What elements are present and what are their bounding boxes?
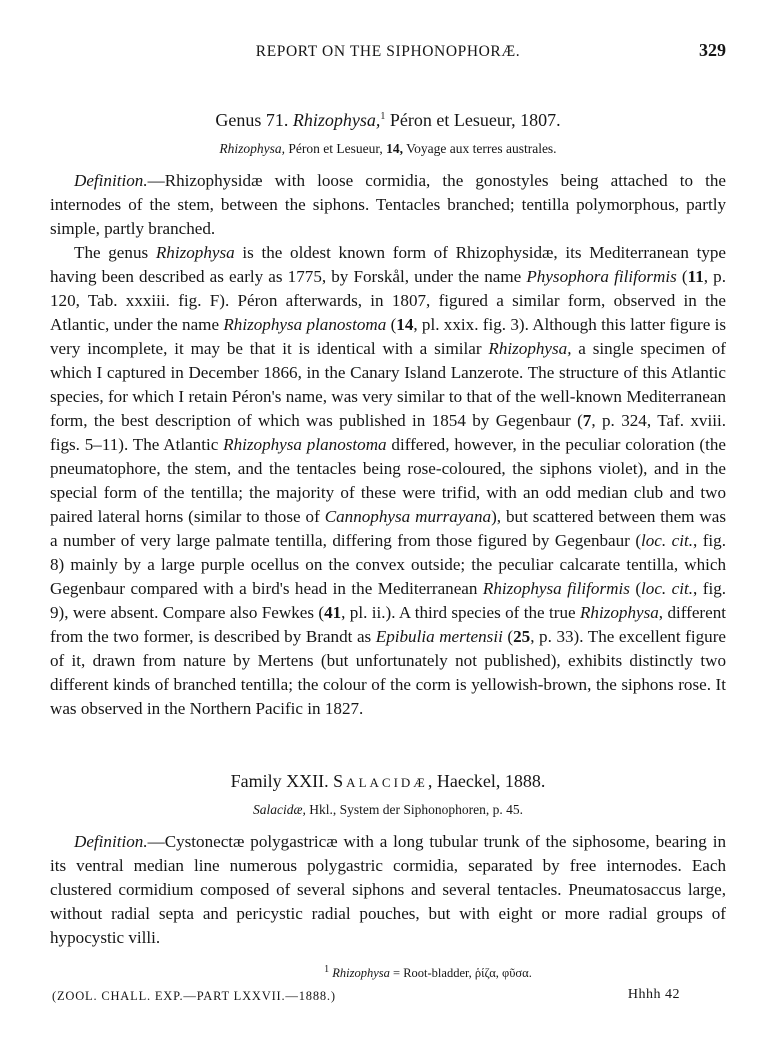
genus-definition (50, 169, 726, 241)
running-title: REPORT ON THE SIPHONOPHORÆ. (255, 43, 521, 60)
genus-synonymy-source: Voyage aux terres australes. (402, 141, 557, 156)
genus-heading-name: Rhizophysa, (292, 110, 381, 130)
genus-body (50, 169, 726, 721)
taxon-name: Cannophysa murrayana (324, 507, 492, 526)
reference-number: 11 (687, 267, 704, 286)
reference-number: 14 (396, 315, 414, 334)
page-footer (50, 987, 726, 1007)
text-run: ), but scattered between them was a number of very large palmate tentilla, differing from those figured by Gegenbaur ( (50, 507, 726, 550)
definition-label: Definition. (74, 171, 148, 190)
genus-synonymy (50, 141, 726, 157)
text-run: ( (502, 627, 514, 646)
text-run: , fig. 8) mainly by a large purple ocellus on the convex outside; the peculiar calcarate tentilla, which Gegenbaur compared with a bird's head in the Mediterranean (50, 531, 726, 598)
text-run: ( (676, 267, 688, 286)
page-number: 329 (699, 40, 726, 60)
page (50, 40, 726, 1007)
genus-heading (50, 110, 726, 131)
family-synonymy-source: Hkl., System der Siphonophoren, p. 45. (305, 802, 523, 817)
footnote-reference: 1 (380, 111, 386, 122)
taxon-name: Rhizophysa planostoma (223, 435, 387, 454)
family-heading (50, 771, 726, 792)
definition-label: Definition. (74, 832, 148, 851)
definition-text: —Cystonectæ polygastricæ with a long tubular trunk of the siphosome, bearing in its ventral median line numerous polygastric cormidia, separated by free internodes. Each clustered cormidium composed of several siphons and several tentacles. Pneumatosaccus large, without radial septa and pericystic radial pouches, but with eight or more radial groups of hypocystic villi. (50, 832, 726, 947)
text-run: , fig. 9), were absent. Compare also Fewkes ( (50, 579, 727, 622)
taxon-name: Rhizophysa (579, 603, 659, 622)
footnote-term: Rhizophysa (332, 966, 390, 980)
text-run: , p. 324, Taf. xviii. figs. 5–11). The Atlantic (50, 411, 726, 454)
text-run: , pl. xxix. fig. 3). Although this latter figure is very incomplete, it may be that it is identical with a similar (50, 315, 727, 358)
reference-number: 25 (513, 627, 531, 646)
taxon-name: Rhizophysa planostoma (223, 315, 387, 334)
taxon-name: Rhizophysa filiformis (482, 579, 630, 598)
family-synonymy-name: Salacidæ, (253, 802, 306, 817)
footnote (130, 963, 726, 981)
genus-synonymy-ref: 14, (386, 141, 403, 156)
taxon-name: Epibulia mertensii (375, 627, 503, 646)
footnote-marker: 1 (324, 963, 330, 975)
family-heading-prefix: Family XXII. (230, 771, 334, 791)
text-run: , p. 33). The excellent figure of it, drawn from nature by Mertens (but unfortunately not published), exhibits distinctly two different kinds of branched tentilla; the colour of the corm is yellowish-brown, the siphons rose. It was observed in the Northern Pacific in 1827. (50, 627, 726, 718)
genus-synonymy-mid: Péron et Lesueur, (285, 141, 387, 156)
running-head (50, 40, 726, 64)
text-run: ( (629, 579, 642, 598)
family-body (50, 830, 726, 950)
taxon-name: Rhizophysa (155, 243, 235, 262)
family-definition (50, 830, 726, 950)
citation-abbrev: loc. cit. (641, 579, 694, 598)
genus-discussion (50, 241, 726, 721)
footnote-text: = Root-bladder, ῥίζα, φῦσα. (389, 966, 532, 980)
text-run: is the oldest known form of Rhizophysidæ, its Mediterranean type having been described as early as 1775, by Forskål, under the name (50, 243, 726, 286)
genus-synonymy-name: Rhizophysa, (219, 141, 286, 156)
definition-text: —Rhizophysidæ with loose cormidia, the gonostyles being attached to the internodes of the stem, between the siphons. Tentacles branched; tentilla polymorphous, partly simple, partly branched. (50, 171, 726, 238)
text-run: a single specimen of which I captured in December 1866, in the Canary Island Lanzerote. The structure of this Atlantic species, for which I retain Péron's name, was very similar to that of the well-known Mediterranean form, the best description of which was published in 1854 by Gegenbaur ( (50, 339, 726, 430)
family-synonymy (50, 802, 726, 818)
family-heading-authority: , Haeckel, 1888. (427, 771, 546, 791)
taxon-name: Physophora filiformis (526, 267, 677, 286)
reference-number: 7 (582, 411, 592, 430)
genus-heading-prefix: Genus 71. (215, 110, 293, 130)
family-heading-name: Salacidæ (333, 771, 428, 791)
imprint-line: (ZOOL. CHALL. EXP.—PART LXXVII.—1888.) (52, 989, 336, 1003)
text-run: differed, however, in the peculiar coloration (the pneumatophore, the stem, and the tentacles being rose-coloured, the siphons violet), and in the special form of the tentilla; the majority of these were trifid, with an odd median club and two paired lateral horns (similar to those of (50, 435, 727, 526)
text-run: ( (386, 315, 397, 334)
text-run: , pl. ii.). A third species of the true (341, 603, 580, 622)
taxon-name: Rhizophysa, (488, 339, 572, 358)
signature-mark: Hhhh 42 (627, 987, 680, 1002)
text-run: The genus (74, 243, 156, 262)
text-run: , different from the two former, is described by Brandt as (50, 603, 726, 646)
reference-number: 41 (324, 603, 342, 622)
citation-abbrev: loc. cit. (641, 531, 693, 550)
genus-heading-authority: Péron et Lesueur, 1807. (385, 110, 561, 130)
text-run: , p. 120, Tab. xxxiii. fig. F). Péron afterwards, in 1807, figured a similar form, observed in the Atlantic, under the name (50, 267, 726, 334)
